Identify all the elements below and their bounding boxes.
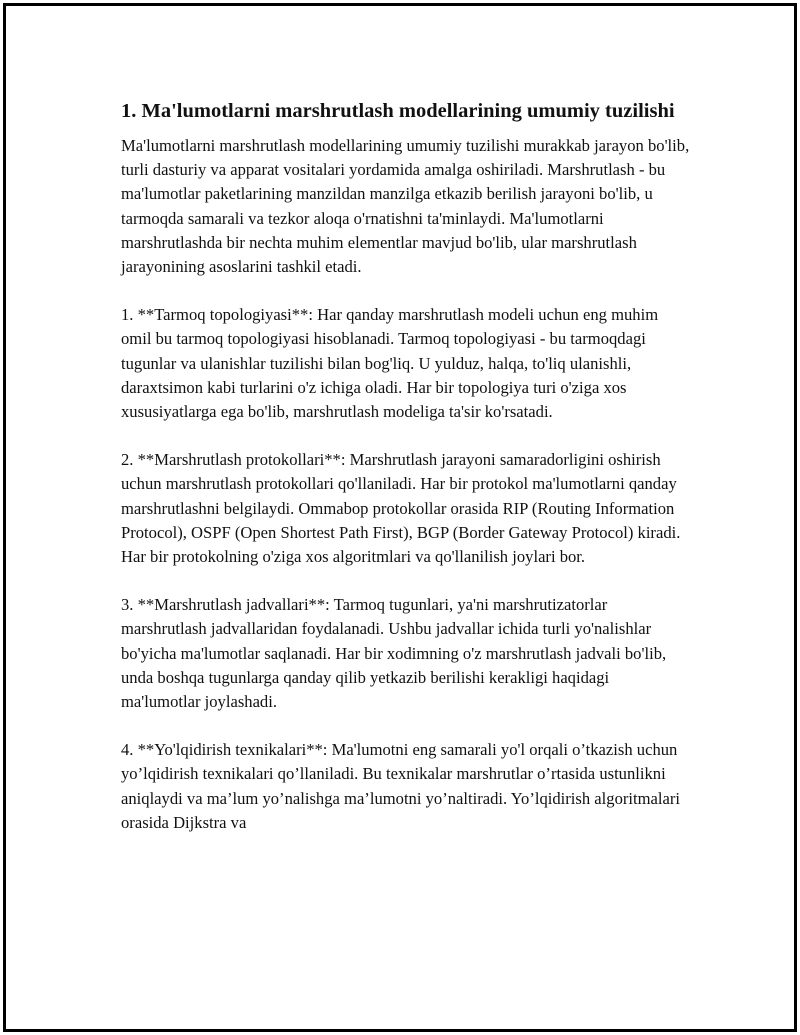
page-frame	[3, 3, 797, 1032]
intro-paragraph: Ma'lumotlarni marshrutlash modellarining umumiy tuzilishi murakkab jarayon bo'lib, turli dasturiy va apparat vositalari yordamida amalga oshiriladi. Marshrutlash - bu ma'lumotlar paketlarining manzildan manzilga etkazib berilish jarayoni bo'lib, u tarmoqda samarali va tezkor aloqa o'rnatishni ta'minlaydi. Ma'lumotlarni marshrutlashda bir nechta muhim elementlar mavjud bo'lib, ular marshrutlash jarayonining asoslarini tashkil etadi.	[121, 136, 690, 277]
paragraph-routing-protocols: 2. **Marshrutlash protokollari**: Marshrutlash jarayoni samaradorligini oshirish uchun marshrutlash protokollari qo'llaniladi. Har bir protokol ma'lumotlarni qanday marshrutlashni belgilaydi. Ommabop protokollar orasida RIP (Routing Information Protocol), OSPF (Open Shortest Path First), BGP (Border Gateway Protocol) kiradi. Har bir protokolning o'ziga xos algoritmlari va qo'llanilish joylari bor.	[121, 450, 681, 567]
document-body	[121, 98, 691, 835]
document-title: 1. Ma'lumotlarni marshrutlash modellarining umumiy tuzilishi	[121, 100, 675, 122]
paragraph-network-topology: 1. **Tarmoq topologiyasi**: Har qanday marshrutlash modeli uchun eng muhim omil bu tarmoq topologiyasi hisoblanadi. Tarmoq topologiyasi - bu tarmoqdagi tugunlar va ulanishlar tuzilishi bilan bog'liq. U yulduz, halqa, to'liq ulanishli, daraxtsimon kabi turlarini o'z ichiga oladi. Har bir topologiya turi o'ziga xos xususiyatlarga ega bo'lib, marshrutlash modeliga ta'sir ko'rsatadi.	[121, 305, 659, 422]
paragraph-pathfinding-techniques: 4. **Yo'lqidirish texnikalari**: Ma'lumotni eng samarali yo'l orqali o’tkazish uchun yo’lqidirish texnikalari qo’llaniladi. Bu texnikalar marshrutlar o’rtasida ustunlikni aniqlaydi va ma’lum yo’nalishga ma’lumotni yo’naltiradi. Yo’lqidirish algoritmalari orasida Dijkstra va	[121, 740, 681, 832]
paragraph-routing-tables: 3. **Marshrutlash jadvallari**: Tarmoq tugunlari, ya'ni marshrutizatorlar marshrutlash jadvallaridan foydalanadi. Ushbu jadvallar ichida turli yo'nalishlar bo'yicha ma'lumotlar saqlanadi. Har bir xodimning o'z marshrutlash jadvali bo'lib, unda boshqa tugunlarga qanday qilib yetkazib berilishi kerakligi haqidagi ma'lumotlar joylashadi.	[121, 595, 667, 712]
